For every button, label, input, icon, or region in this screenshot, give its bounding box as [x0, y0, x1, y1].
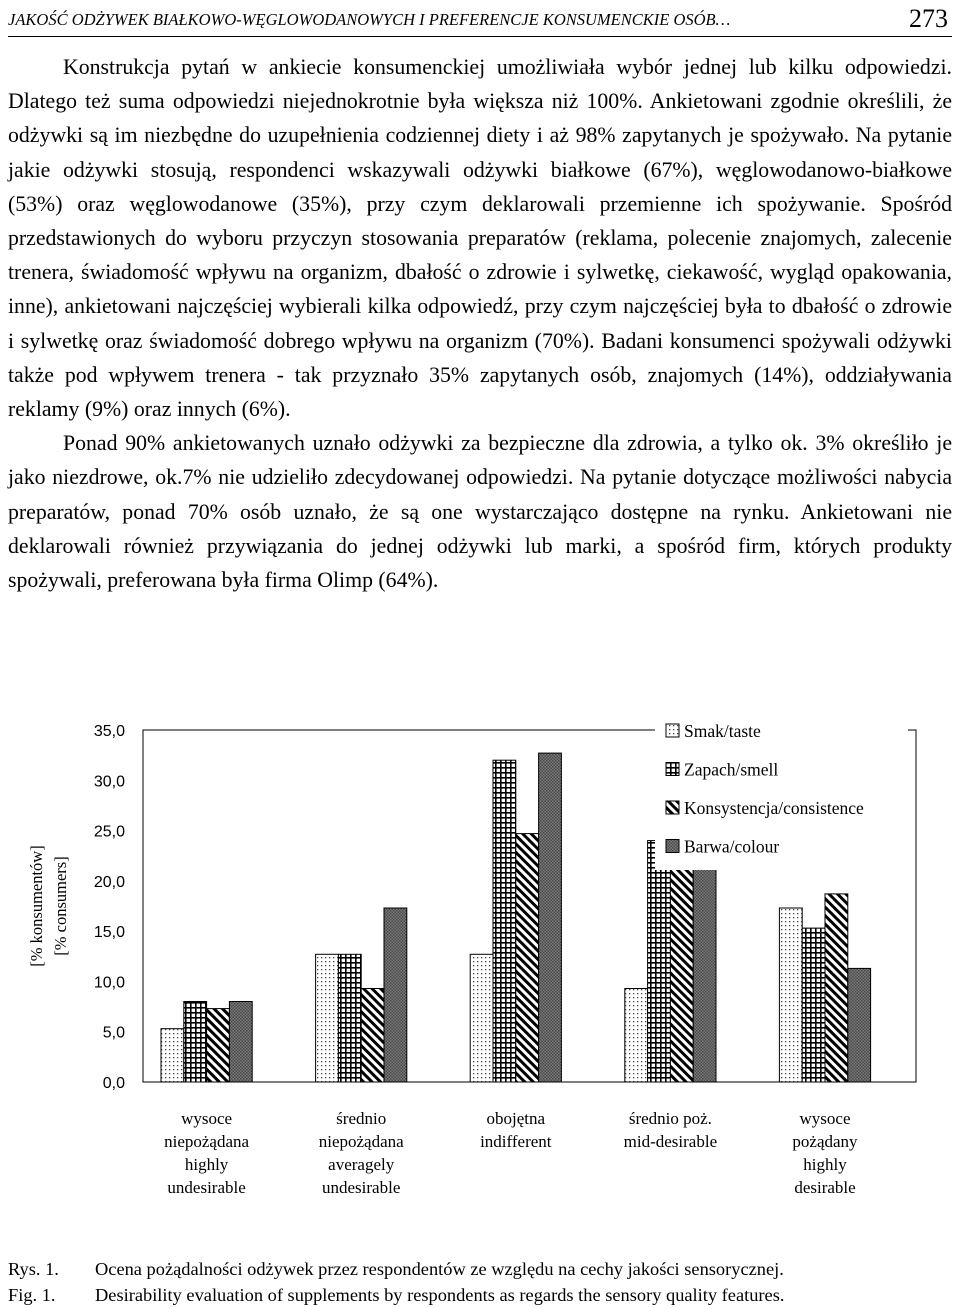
x-category-label-line: średnio [336, 1109, 387, 1128]
x-category-label-line: obojętna [486, 1109, 546, 1128]
paragraph: Konstrukcja pytań w ankiecie konsumenckiej umożliwiała wybór jednej lub kilku odpowiedzi. Dlatego też suma odpowiedzi niejednokrotnie była większa niż 100%. Ankietowani zgodnie określili, że odżywki są im niezbędne do uzupełnienia codziennej diety i aż 98% zapytanych je spożywało. Na pytanie jakie odżywki stosują, respondenci wskazywali odżywki białkowe (67%), węglowodanowo-białkowe (53%) oraz węglowodanowe (35%), przy czym deklarowali przemienne ich spożywanie. Spośród przedstawionych do wyboru przyczyn stosowania preparatów (reklama, polecenie znajomych, zalecenie trenera, świadomość wpływu na organizm, dbałość o zdrowie i sylwetkę, ciekawość, wygląd opakowania, inne), ankietowani najczęściej wybierali kilka odpowiedź, przy czym najczęściej była to dbałość o zdrowie i sylwetkę oraz świadomość dobrego wpływu na organizm (70%). Badani konsumenci spożywali odżywki także pod wpływem trenera - tak przyznało 35% zapytanych osób, znajomych (14%), oddziaływania reklamy (9%) oraz innych (6%). [8, 55, 952, 422]
bar-dots [161, 1029, 184, 1082]
bar-dense [693, 868, 716, 1082]
y-tick-label: 15,0 [93, 924, 125, 942]
caption-label-en: Fig. 1. [8, 1285, 56, 1305]
y-axis-label-en: [% consumers] [51, 856, 70, 956]
bar-diagonal [516, 834, 539, 1082]
legend-label: Zapach/smell [684, 759, 779, 780]
y-axis-label-pl: [% konsumentów] [27, 845, 46, 967]
x-category-label [624, 1109, 717, 1151]
bar-grid [338, 954, 361, 1082]
x-category-label-line: undesirable [167, 1178, 246, 1197]
x-category-label-line: averagely [328, 1155, 395, 1174]
x-category-label-line: highly [184, 1155, 229, 1174]
y-tick-label: 30,0 [93, 773, 125, 791]
x-category-label-line: undesirable [322, 1178, 401, 1197]
x-category-label-line: highly [803, 1155, 847, 1174]
bar-dense [229, 1002, 252, 1083]
header-rule [8, 36, 952, 37]
x-category-label-line: średnio poż. [628, 1109, 712, 1128]
bar-dense [539, 753, 562, 1082]
x-category-label-line: pożądany [792, 1132, 858, 1151]
x-category-label-line: niepożądana [164, 1132, 250, 1151]
page-number: 273 [909, 4, 948, 33]
bar-dots [470, 954, 493, 1082]
running-header [8, 6, 952, 34]
bar-chart [0, 712, 960, 1212]
x-category-label [480, 1109, 552, 1151]
running-title: JAKOŚĆ ODŻYWEK BIAŁKOWO-WĘGLOWODANOWYCH I PREFERENCJE KONSUMENCKIE OSÓB… [8, 10, 731, 29]
caption-row-en [8, 1282, 952, 1308]
body-text [8, 50, 952, 597]
bar-diagonal [361, 989, 384, 1083]
caption-row-pl [8, 1256, 952, 1282]
bar-diagonal [207, 1009, 230, 1082]
y-tick-label: 20,0 [93, 873, 125, 891]
x-category-label [792, 1109, 858, 1197]
bar-grid [648, 841, 671, 1082]
figure [0, 712, 960, 1212]
x-category-label-line: indifferent [480, 1132, 552, 1151]
bar-dense [848, 968, 871, 1082]
bar-dots [625, 989, 648, 1083]
bar-dense [384, 908, 407, 1082]
y-tick-label: 25,0 [93, 823, 125, 841]
x-category-label-line: wysoce [181, 1109, 233, 1128]
caption-label-pl: Rys. 1. [8, 1259, 59, 1279]
x-category-label-line: mid-desirable [623, 1132, 718, 1151]
legend-label: Konsystencja/consistence [684, 798, 864, 818]
legend-swatch [666, 801, 679, 814]
y-tick-label: 5,0 [102, 1024, 125, 1042]
bar-dots [779, 908, 802, 1082]
caption-text-en: Desirability evaluation of supplements by respondents as regards the sensory quality features. [95, 1285, 785, 1305]
figure-caption [8, 1256, 952, 1308]
x-category-label-line: desirable [794, 1178, 856, 1197]
caption-text-pl: Ocena pożądalności odżywek przez respondentów ze względu na cechy jakości sensorycznej. [95, 1259, 784, 1279]
paragraph: Ponad 90% ankietowanych uznało odżywki za bezpieczne dla zdrowia, a tylko ok. 3% określiło je jako niezdrowe, ok.7% nie udzieliło zdecydowanej odpowiedzi. Na pytanie dotyczące możliwości nabycia preparatów, ponad 70% osób uznało, że są one wystarczająco dostępne na rynku. Ankietowani nie deklarowali również przywiązania do jednej odżywki lub marki, a spośród firm, których produkty spożywali, preferowana była firma Olimp (64%). [8, 431, 952, 593]
y-tick-label: 0,0 [102, 1075, 125, 1092]
legend-swatch [666, 840, 679, 853]
legend-label: Smak/taste [684, 721, 761, 741]
x-category-label-line: niepożądana [318, 1132, 404, 1151]
y-tick-label: 35,0 [93, 723, 125, 740]
bar-dots [316, 954, 339, 1082]
legend-swatch [666, 763, 679, 776]
legend-label: Barwa/colour [684, 836, 780, 857]
plot-area [27, 714, 916, 1197]
bar-grid [493, 760, 516, 1082]
x-category-label-line: wysoce [799, 1109, 851, 1128]
bar-grid [802, 928, 825, 1082]
legend-swatch [666, 724, 679, 737]
y-tick-label: 10,0 [93, 974, 125, 992]
x-category-label [319, 1109, 404, 1197]
bar-grid [184, 1002, 207, 1083]
bar-diagonal [825, 894, 848, 1082]
x-category-label [164, 1109, 249, 1197]
